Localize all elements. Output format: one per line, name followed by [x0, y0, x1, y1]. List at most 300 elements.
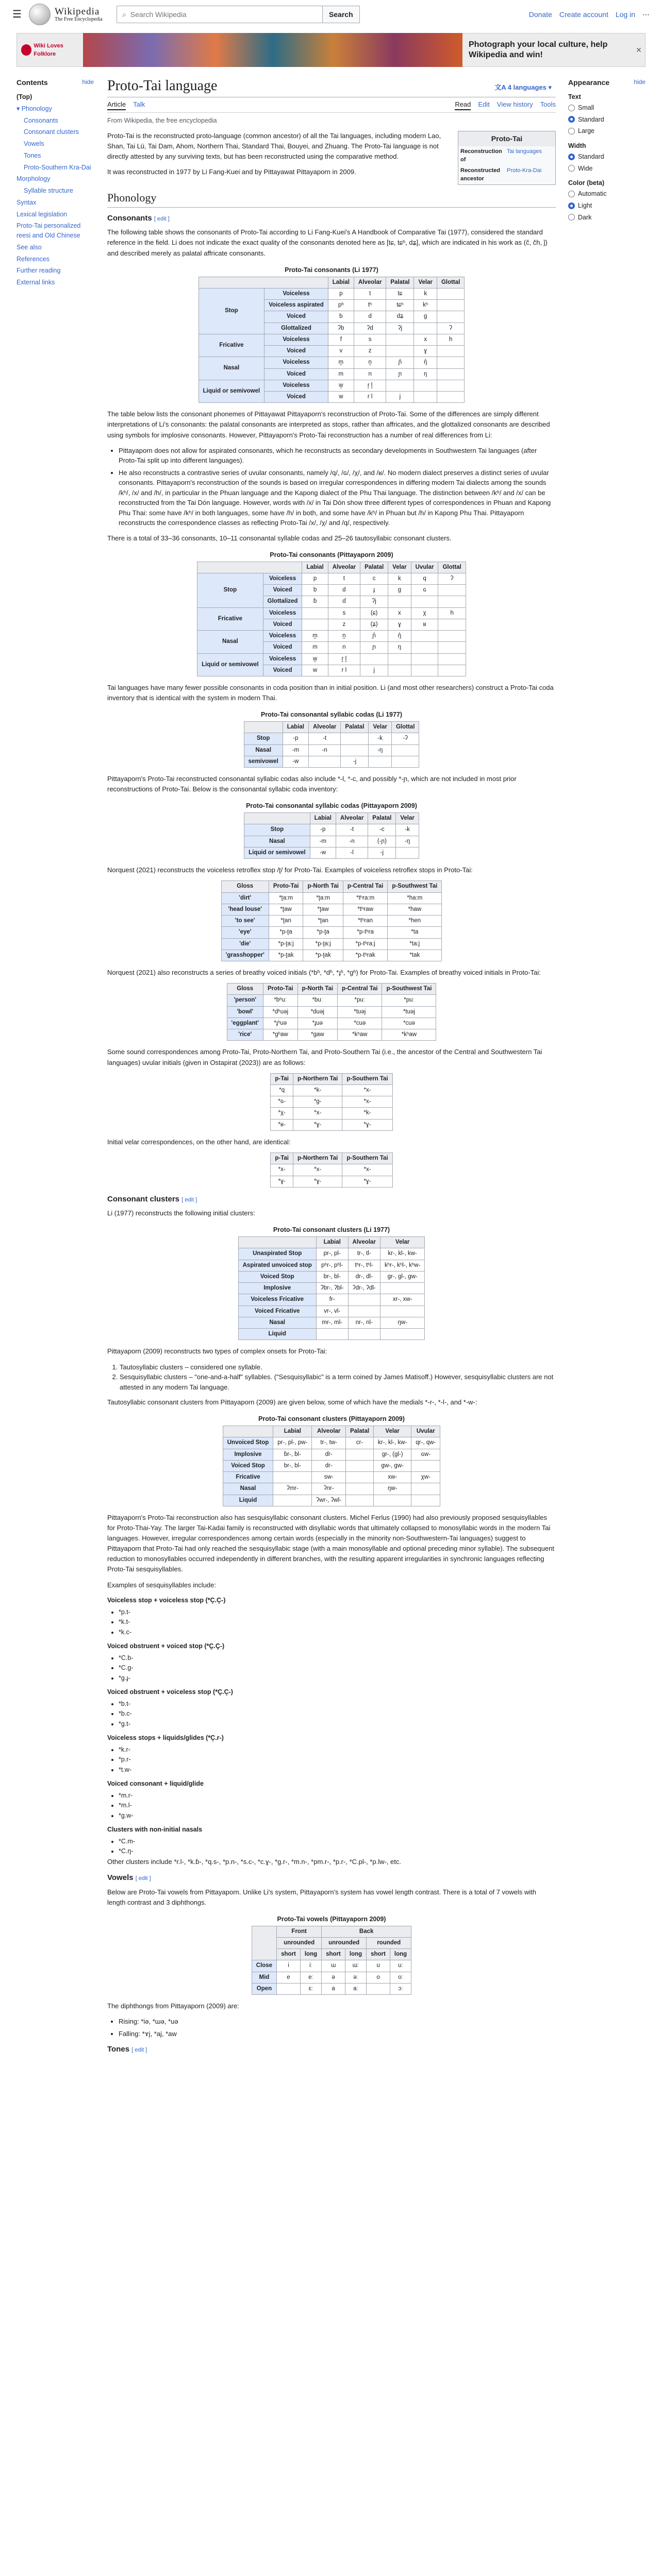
table-cell: -t [309, 733, 341, 744]
table-cell: *ʁ- [271, 1119, 293, 1130]
table-cell: -n [336, 836, 368, 847]
logo-wordmark: Wikipedia [54, 6, 100, 17]
table-cell [367, 1983, 390, 1994]
table-header-cell: Alveolar [309, 722, 341, 733]
table-row [221, 927, 442, 938]
table-header-row [271, 1073, 392, 1084]
table-cell [438, 631, 466, 642]
table-header-cell: p-North Tai [303, 881, 343, 892]
table-cell: -c [368, 824, 396, 836]
site-header [0, 0, 662, 29]
table-row-header: 'grasshopper' [221, 950, 269, 961]
table-cell: v [328, 346, 354, 357]
example-heading: Voiced obstruent + voiceless stop (*C̬.C̥-) [107, 1688, 233, 1696]
paragraph: Below are Proto-Tai vowels from Pittayaporn. Unlike Li's system, Pittayaporn's system has vowel length contrast. There is a total of 7 vowels with length contrast and 3 diphthongs. [107, 1888, 537, 1906]
paragraph: Other clusters include *r.l-, *k.ɓ-, *q.s-, *p.n-, *s.c-, *c.ɣ-, *g.r-, *m.n-, *pm.r-, *p.r-, *C.pl-, *p.lw-, etc. [107, 1858, 401, 1866]
toc-item[interactable]: Vowels [24, 140, 44, 147]
close-icon[interactable]: × [636, 44, 642, 55]
table-header-cell: Labial [328, 277, 354, 288]
table-cell: nr-, nl- [348, 1317, 380, 1328]
radio-icon [568, 105, 575, 111]
table-row [271, 1119, 392, 1130]
page-title: Proto-Tai language [107, 78, 218, 94]
paragraph: Pittayaporn's Proto-Tai reconstructed consonantal syllabic codas also include *-l, *-c, and possibly *-ɲ, which are not included in most prior reconstructions of Proto-Tai. Below is the consonantal syllabic coda inventory: [107, 775, 517, 793]
example-heading: Voiced obstruent + voiced stop (*C̬.C̬-) [107, 1642, 225, 1650]
table-cell: *p-tʰrak [343, 950, 387, 961]
table-cell [345, 1495, 373, 1506]
table-cell: (ʑ) [360, 619, 388, 630]
table-cell [411, 653, 438, 665]
language-button[interactable]: 文A 4 languages ▾ [494, 83, 552, 92]
table-header-cell: p-Tai [271, 1153, 293, 1164]
table-cell [437, 311, 464, 323]
table-cell [388, 665, 411, 676]
paragraph: Tautosyllabic consonant clusters from Pittayaporn (2009) are given below, some of which have the medials *-r-, *-l-, and *-w-: [107, 1398, 477, 1406]
paragraph: The diphthongs from Pittayaporn (2009) are: [107, 2002, 239, 2010]
table-cell: *ɟʱuə [263, 1018, 297, 1029]
table-row [238, 1306, 425, 1317]
table-header-cell [197, 562, 302, 573]
section-heading: Tones [ edit ] [107, 2045, 147, 2054]
table-row [244, 733, 419, 744]
table-row [197, 573, 466, 584]
table-cell: z [354, 346, 386, 357]
table-cell: gr-, gl-, gw- [380, 1271, 424, 1282]
table-cell: b [302, 585, 328, 596]
table-cell: -ʔ [391, 733, 419, 744]
example-heading: Voiceless stops + liquids/glides (*C̥.r-) [107, 1734, 224, 1741]
table-row-header: Voiced Stop [238, 1271, 316, 1282]
paragraph: Tai languages have many fewer possible consonants in coda position than in initial position. Li (and most other researchers) construct a Proto-Tai coda inventory that is identical with the system in modern Thai. [107, 684, 554, 702]
table-cell: n̥ [354, 357, 386, 368]
table-cell: *ʈa:m [303, 892, 343, 904]
table-row-header: Implosive [223, 1449, 273, 1460]
table-cell: *haw [388, 904, 442, 915]
infobox-link[interactable]: Tai languages [507, 148, 542, 155]
table-cell [414, 392, 437, 403]
color-dark-option[interactable]: Dark [568, 212, 646, 224]
table-cell [309, 756, 341, 767]
toc-item[interactable]: Tones [24, 151, 41, 159]
table-cell: n [328, 642, 360, 653]
table-header-cell: Labial [283, 722, 308, 733]
table-header-cell: Gloss [227, 984, 263, 995]
table-cell: *tʰraw [343, 904, 387, 915]
text-standard-option[interactable]: Standard [568, 114, 646, 126]
table-row [238, 1283, 425, 1294]
radio-icon [568, 202, 575, 209]
table-row-header: Voiceless Fricative [238, 1294, 316, 1306]
table-row [244, 756, 419, 767]
login-link[interactable]: Log in [615, 10, 635, 19]
section-heading: Phonology [107, 189, 556, 208]
table-cell [388, 596, 411, 607]
table-header-cell: Velar [388, 562, 411, 573]
search-button[interactable]: Search [322, 6, 360, 23]
list-item: • *p.r- [119, 1755, 556, 1765]
table-cell: p [328, 288, 354, 299]
table-cell: *χ- [271, 1108, 293, 1119]
table-cell: *p-tʰra:j [343, 938, 387, 950]
table-cell: tr-, tw- [312, 1437, 346, 1449]
table-row [227, 1006, 436, 1018]
table-cell [411, 596, 438, 607]
text-large-option[interactable]: Large [568, 125, 646, 137]
table-cell [411, 631, 438, 642]
toc-item[interactable]: (Top) [16, 93, 32, 100]
table-cell: *ɡaw [297, 1029, 337, 1041]
edit-section-link[interactable]: [ edit ] [181, 1196, 197, 1203]
folklore-icon [21, 44, 31, 56]
table-row-header: Voiced Stop [223, 1460, 273, 1471]
table-header-cell: Palatal [360, 562, 388, 573]
table-cell: *ʈaw [269, 904, 303, 915]
example-list [119, 1791, 556, 1821]
table-cell: m̥ [328, 357, 354, 368]
table-row [244, 824, 419, 836]
table-cell [380, 1283, 424, 1294]
table-header-row [271, 1153, 392, 1164]
list-item: • *g.w- [119, 1811, 556, 1821]
table-row-header: Glottalized [264, 323, 328, 334]
table-cell: *ʈan [303, 916, 343, 927]
table-cell: *x- [342, 1084, 392, 1096]
radio-icon [568, 154, 575, 160]
table-header-cell: p-Northern Tai [293, 1153, 342, 1164]
table-row-header: Liquid or semivowel [198, 380, 264, 403]
table-cell: kr-, kl-, kw- [380, 1248, 424, 1260]
list-item: • *m.l- [119, 1801, 556, 1810]
table-cell: *tak [388, 950, 442, 961]
toc-item[interactable]: Lexical legislation [16, 210, 67, 218]
list-item: • *C.g- [119, 1663, 556, 1673]
table-row [238, 1329, 425, 1340]
color-light-option[interactable]: Light [568, 200, 646, 212]
table-header-cell [198, 277, 328, 288]
table-cell: xw- [374, 1472, 411, 1483]
table-cell [380, 1329, 424, 1340]
table-cell [437, 300, 464, 311]
paragraph: Some sound correspondences among Proto-Tai, Proto-Northern Tai, and Proto-Southern Tai (i.e., the ancestor of the Central and Southwestern Tai languages) uvular initials (given in Ostapirat (2023)) are as follows: [107, 1048, 542, 1066]
appearance-hide-button[interactable]: hide [634, 78, 646, 86]
table-header-row [223, 1426, 440, 1437]
toc-item[interactable]: Further reading [16, 267, 61, 275]
tab-read[interactable]: Read [455, 99, 471, 111]
table-cell: ɲ [360, 642, 388, 653]
table-row [244, 847, 419, 858]
table-cell: *ɡʱaw [263, 1029, 297, 1041]
table-row [223, 1483, 440, 1495]
table-cell: oː [390, 1972, 411, 1983]
table-row-header: semivowel [244, 756, 283, 767]
table-cell [273, 1472, 312, 1483]
table-row-header: Unaspirated Stop [238, 1248, 316, 1260]
table-cell [273, 1495, 312, 1506]
edit-section-link[interactable]: [ edit ] [154, 215, 170, 222]
table-row-header: Nasal [238, 1317, 316, 1328]
table-row-header: Stop [197, 573, 263, 607]
table-row-header: Voiced [263, 619, 302, 630]
table-cell [345, 1483, 373, 1495]
table-cell: xr-, xw- [380, 1294, 424, 1306]
table-cell: r̥ l̥ [328, 653, 360, 665]
table-cell: s [328, 607, 360, 619]
menu-icon[interactable]: ☰ [12, 9, 22, 20]
table-header-cell: Labial [316, 1237, 348, 1248]
edit-section-link[interactable]: [ edit ] [135, 1875, 151, 1882]
table-cell: tɕʰ [386, 300, 414, 311]
table-cell: iː [300, 1960, 321, 1972]
list-item: • Rising: *iə, *ɯə, *uə [119, 2016, 556, 2027]
table-header-cell: p-Central Tai [338, 984, 382, 995]
table-cell [345, 1460, 373, 1471]
table-cell: x [388, 607, 411, 619]
table-caption: Proto-Tai consonants (Pittayaporn 2009) [270, 551, 393, 558]
toc-item[interactable]: Consonants [24, 116, 58, 124]
table-cell: pʰ [328, 300, 354, 311]
table-cell: j [386, 392, 414, 403]
table-cell: ʁ [411, 619, 438, 630]
table-row-header: Voiceless [263, 573, 302, 584]
table-row-header: Nasal [244, 744, 283, 756]
table-cell: *ha:m [388, 892, 442, 904]
table-cell: t [328, 573, 360, 584]
table-cell: -j [341, 756, 369, 767]
table-row-header: Liquid [223, 1495, 273, 1506]
table-cell: z [328, 619, 360, 630]
table-cell: uː [390, 1960, 411, 1972]
table-cell: *ʈan [269, 916, 303, 927]
table-cell [438, 619, 466, 630]
table-row-header: Mid [252, 1972, 276, 1983]
table-cell: br-, bl- [273, 1460, 312, 1471]
table-cell [341, 744, 369, 756]
table-row-header: Fricative [197, 607, 263, 631]
campaign-banner[interactable] [16, 33, 646, 67]
color-label: Color (beta) [568, 179, 605, 187]
table-cell: b [328, 311, 354, 323]
toc-hide-button[interactable]: hide [82, 78, 94, 86]
table-row-header: Nasal [223, 1483, 273, 1495]
page-tabs [107, 99, 556, 113]
vowel-table [252, 1913, 411, 1995]
table-cell: *bʱuː [263, 995, 297, 1006]
table-header-cell: long [300, 1949, 321, 1960]
table-row [227, 1018, 436, 1029]
table-cell: ə [322, 1972, 345, 1983]
table-cell [391, 756, 419, 767]
table-cell [437, 346, 464, 357]
table-row-header: Open [252, 1983, 276, 1994]
appearance-title: Appearance [568, 78, 610, 87]
table-cell: -p [310, 824, 336, 836]
tab-edit[interactable]: Edit [478, 100, 490, 108]
table-header-cell: Palatal [368, 813, 396, 824]
example-heading: Voiced consonant + liquid/glide [107, 1780, 204, 1787]
toc-item[interactable]: Syntax [16, 198, 37, 206]
example-list [119, 1699, 556, 1729]
table-row-header: Voiced [263, 585, 302, 596]
table-header-cell: Alveolar [348, 1237, 380, 1248]
table-header-cell: long [345, 1949, 366, 1960]
table-cell: ɲ [386, 368, 414, 380]
table-header-cell: Back [322, 1926, 411, 1937]
toc-item[interactable]: ▾ Phonology [16, 105, 52, 112]
more-icon[interactable]: ⋯ [642, 10, 650, 19]
table-cell: *p-tʰra [343, 927, 387, 938]
table-cell: tʰr-, tʰl- [348, 1260, 380, 1271]
table-cell: *p-ʈa:j [303, 938, 343, 950]
tab-talk[interactable]: Talk [133, 100, 145, 108]
table-row [244, 836, 419, 847]
table-header-cell: Uvular [411, 1426, 440, 1437]
wikipedia-logo[interactable] [29, 4, 106, 25]
data-table [227, 983, 437, 1041]
radio-icon [568, 116, 575, 123]
paragraph: Norquest (2021) also reconstructs a series of breathy voiced initials (*bʱ, *dʱ, *ɟʱ, *ɡʱ) for Proto-Tai. Examples of breathy voiced initials in Proto-Tai: [107, 969, 541, 977]
table-cell: h [438, 607, 466, 619]
table-row [238, 1271, 425, 1282]
table-cell: ɲ̊ [386, 357, 414, 368]
table-cell: ʔb [328, 323, 354, 334]
table-row [197, 607, 466, 619]
table-row [223, 1460, 440, 1471]
table-cell: *x- [271, 1164, 293, 1176]
table-cell [437, 357, 464, 368]
table-header-cell: Alveolar [312, 1426, 346, 1437]
table-cell: gw-, gw- [374, 1460, 411, 1471]
table-caption: Proto-Tai consonantal syllabic codas (Li 1977) [260, 711, 403, 719]
table-row-header: Stop [244, 824, 310, 836]
table-cell: ɗr- [312, 1449, 346, 1460]
table-row-header: Voiced [264, 346, 328, 357]
table-cell [438, 585, 466, 596]
section-heading: Consonants [ edit ] [107, 213, 170, 223]
table-cell [437, 392, 464, 403]
table-cell: ɔː [390, 1983, 411, 1994]
logo-tagline: The Free Encyclopedia [54, 16, 103, 23]
data-table [270, 1153, 392, 1188]
table-header-cell: p-Northern Tai [293, 1073, 342, 1084]
table-row [198, 334, 465, 345]
banner-text: Photograph your local culture, help Wikipedia and win! [469, 40, 608, 59]
table-header-cell: Palatal [341, 722, 369, 733]
data-table [244, 708, 420, 768]
toc-item[interactable]: Proto-Tai personalized reesi and Old Chinese [16, 222, 81, 239]
toc-item[interactable]: External links [16, 279, 55, 286]
table-cell: t [354, 288, 386, 299]
table-cell: *ɣ- [293, 1176, 342, 1187]
table-row-header: Voiceless [263, 653, 302, 665]
table-row [223, 1449, 440, 1460]
table-cell: *dʱuəj [263, 1006, 297, 1018]
table-cell [411, 1460, 440, 1471]
table-cell: tʰ [354, 300, 386, 311]
table-header-row [244, 722, 419, 733]
tab-article[interactable]: Article [107, 99, 126, 111]
table-row [271, 1108, 392, 1119]
table-header-cell: Velar [369, 722, 392, 733]
table-cell: tɕ [386, 288, 414, 299]
table-header-cell: Glottal [437, 277, 464, 288]
table-row-header: Voiced [264, 368, 328, 380]
table-row [221, 892, 442, 904]
table-row [221, 938, 442, 950]
tab-tools[interactable]: Tools [540, 100, 556, 108]
table-cell: pr-, pl- [316, 1248, 348, 1260]
table-row-header: 'dirt' [221, 892, 269, 904]
width-label: Width [568, 142, 586, 149]
table-row [238, 1248, 425, 1260]
table-cell: *tʰran [343, 916, 387, 927]
table-cell: d [354, 311, 386, 323]
width-wide-option[interactable]: Wide [568, 163, 646, 175]
example-heading: Clusters with non-initial nasals [107, 1825, 203, 1833]
table-cell: ŋ [388, 642, 411, 653]
toc-item[interactable]: Morphology [16, 175, 51, 183]
table-caption: Proto-Tai vowels (Pittayaporn 2009) [277, 1915, 386, 1923]
toc-item[interactable]: Proto-Southern Kra-Dai [24, 163, 91, 171]
toc-item[interactable]: Syllable structure [24, 187, 73, 194]
table-row-header: Stop [198, 288, 264, 334]
search-input[interactable] [117, 6, 323, 23]
text-small-option[interactable]: Small [568, 102, 646, 114]
table-cell: -j [368, 847, 396, 858]
list-item: • *b.c- [119, 1709, 556, 1719]
width-standard-option[interactable]: Standard [568, 151, 646, 163]
color-automatic-option[interactable]: Automatic [568, 188, 646, 200]
create-account-link[interactable]: Create account [559, 10, 608, 19]
table-cell [437, 368, 464, 380]
table-cell [438, 665, 466, 676]
tab-history[interactable]: View history [496, 100, 533, 108]
table-cell [348, 1294, 380, 1306]
table-header-cell: p-Southwest Tai [382, 984, 436, 995]
table-cell [386, 380, 414, 391]
edit-section-link[interactable]: [ edit ] [131, 2047, 147, 2054]
table-row [223, 1472, 440, 1483]
table-caption: Proto-Tai consonant clusters (Pittayaporn 2009) [258, 1415, 405, 1423]
donate-link[interactable]: Donate [528, 10, 552, 19]
table-cell: ʔj [360, 596, 388, 607]
table-header-cell: Palatal [345, 1426, 373, 1437]
table-row-header: Liquid or semivowel [244, 847, 310, 858]
table-cell: *ta:j [388, 938, 442, 950]
table-row [197, 653, 466, 665]
toc-item[interactable]: Consonant clusters [24, 128, 79, 136]
table-cell [411, 1495, 440, 1506]
toc-item[interactable]: References [16, 255, 49, 263]
table-row-header: Voiced [264, 311, 328, 323]
toc-item[interactable]: See also [16, 243, 42, 251]
list-item: 2. Sesquisyllabic clusters – "one-and-a-half" syllables. ("Sesquisyllabic" is a term coined by James Matisoff.) However, sesquisyllabic clusters are not attested in any modern Tai language. [120, 1372, 556, 1392]
table-cell [411, 1483, 440, 1495]
table-cell: *ɣ- [271, 1176, 293, 1187]
table-cell: -ŋ [369, 744, 392, 756]
table-cell: ɣ [414, 346, 437, 357]
table-cell: *p-ʈa [269, 927, 303, 938]
table-cell: *puː [338, 995, 382, 1006]
infobox-link[interactable]: Proto-Kra-Dai [507, 167, 542, 174]
list-item: • *C.b- [119, 1653, 556, 1663]
table-row [271, 1164, 392, 1176]
table-cell: əː [345, 1972, 366, 1983]
table-header-cell: Alveolar [354, 277, 386, 288]
table-cell: dr- [312, 1460, 346, 1471]
table-row [221, 904, 442, 915]
table-cell: *ɢ- [271, 1096, 293, 1108]
table-cell: w [302, 665, 328, 676]
